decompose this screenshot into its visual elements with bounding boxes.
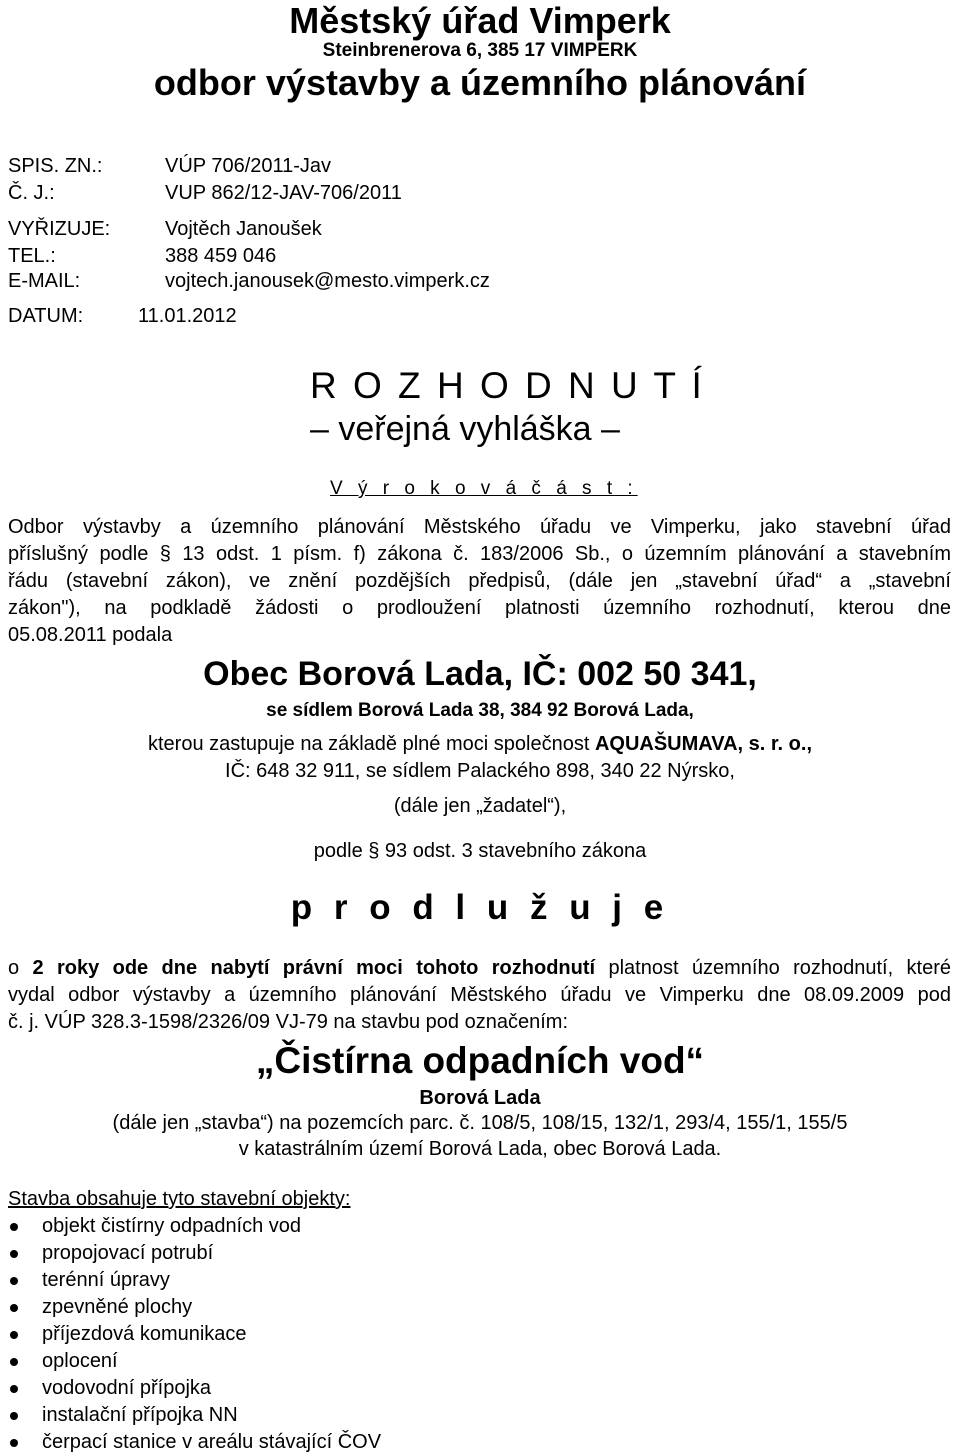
bullet-icon — [10, 1439, 18, 1447]
intro-line-3: řádu (stavební zákon), ve znění pozdějších předpisů, (dále jen „stavební úřad“ a „stavební — [8, 570, 951, 592]
bullet-icon — [10, 1223, 18, 1231]
objects-heading: Stavba obsahuje tyto stavební objekty: — [8, 1188, 351, 1210]
list-item — [8, 1348, 381, 1375]
object-label: zpevněné plochy — [42, 1296, 193, 1318]
list-item — [8, 1240, 381, 1267]
object-label: terénní úpravy — [42, 1269, 170, 1291]
extension-line-1-rest: platnost územního rozhodnutí, které — [595, 957, 951, 979]
applicant-name: Obec Borová Lada, IČ: 002 50 341, — [203, 655, 757, 693]
cj-label: Č. J.: — [8, 182, 55, 204]
applicant-seat: se sídlem Borová Lada 38, 384 92 Borová Lada, — [266, 700, 694, 721]
bullet-icon — [10, 1412, 18, 1420]
bullet-icon — [10, 1277, 18, 1285]
representative-prefix: kterou zastupuje na základě plné moci společnost — [148, 733, 595, 755]
bullet-icon — [10, 1331, 18, 1339]
object-label: instalační přípojka NN — [42, 1404, 238, 1426]
applicant-alias: (dále jen „žadatel“), — [393, 795, 567, 817]
extension-prefix: o — [8, 957, 33, 979]
operative-part-heading: V ý r o k o v á č á s t : — [330, 478, 638, 499]
extension-line-2: vydal odbor výstavby a územního plánování Městského úřadu ve Vimperku dne 08.09.2009 pod — [8, 984, 951, 1006]
list-item — [8, 1375, 381, 1402]
list-item — [8, 1294, 381, 1321]
object-label: propojovací potrubí — [42, 1242, 214, 1264]
bullet-icon — [10, 1385, 18, 1393]
objects-list — [8, 1213, 381, 1455]
intro-line-1: Odbor výstavby a územního plánování Městského úřadu ve Vimperku, jako stavební úřad — [8, 516, 951, 538]
construction-cadastre: v katastrálním území Borová Lada, obec Borová Lada. — [238, 1138, 722, 1160]
intro-line-2: příslušný podle § 13 odst. 1 písm. f) zákona č. 183/2006 Sb., o územním plánování a stavebním — [8, 543, 951, 565]
spis-value: VÚP 706/2011-Jav — [165, 155, 332, 177]
object-label: oplocení — [42, 1350, 118, 1372]
extension-period: 2 roky ode dne nabytí právní moci tohoto rozhodnutí — [32, 957, 596, 979]
office-name: Městský úřad Vimperk — [289, 0, 671, 41]
list-item — [8, 1402, 381, 1429]
construction-location: Borová Lada — [419, 1087, 541, 1109]
vyrizuje-label: VYŘIZUJE: — [8, 218, 111, 240]
decision-subtitle: – veřejná vyhláška – — [310, 410, 620, 448]
construction-parcels: (dále jen „stavba“) na pozemcích parc. č. 108/5, 108/15, 132/1, 293/4, 155/1, 155/5 — [112, 1112, 848, 1134]
intro-paragraph — [8, 514, 951, 649]
object-label: příjezdová komunikace — [42, 1323, 247, 1345]
bullet-icon — [10, 1358, 18, 1366]
tel-label: TEL.: — [8, 245, 56, 267]
object-label: vodovodní přípojka — [42, 1377, 212, 1399]
vyrizuje-value: Vojtěch Janoušek — [165, 218, 322, 240]
list-item — [8, 1429, 381, 1455]
email-label: E-MAIL: — [8, 270, 81, 292]
datum-label: DATUM: — [8, 305, 84, 327]
email-value[interactable]: vojtech.janousek@mesto.vimperk.cz — [165, 270, 490, 292]
extension-line-3: č. j. VÚP 328.3-1598/2326/09 VJ-79 na stavbu pod označením: — [8, 1011, 568, 1033]
representative-details: IČ: 648 32 911, se sídlem Palackého 898, 340 22 Nýrsko, — [225, 760, 735, 782]
datum-value: 11.01.2012 — [138, 305, 237, 327]
bullet-icon — [10, 1250, 18, 1258]
representative-company: AQUAŠUMAVA, s. r. o., — [594, 733, 812, 755]
decision-title: R O Z H O D N U T Í — [310, 365, 705, 406]
cj-value: VUP 862/12-JAV-706/2011 — [165, 182, 402, 204]
tel-value: 388 459 046 — [165, 245, 277, 267]
list-item — [8, 1213, 381, 1240]
list-item — [8, 1321, 381, 1348]
extension-line-1 — [8, 955, 951, 982]
decision-verb: p r o d l u ž u j e — [290, 888, 670, 927]
spis-label: SPIS. ZN.: — [8, 155, 103, 177]
office-address: Steinbrenerova 6, 385 17 VIMPERK — [322, 40, 638, 61]
intro-line-4: zákon"), na podkladě žádosti o prodloužení platnosti územního rozhodnutí, kterou dne — [8, 597, 951, 619]
bullet-icon — [10, 1304, 18, 1312]
object-label: objekt čistírny odpadních vod — [42, 1215, 302, 1237]
construction-title: „Čistírna odpadních vod“ — [255, 1040, 705, 1081]
extension-paragraph — [8, 955, 951, 1036]
object-label: čerpací stanice v areálu stávající ČOV — [42, 1431, 382, 1453]
legal-basis: podle § 93 odst. 3 stavebního zákona — [313, 840, 647, 862]
department-name: odbor výstavby a územního plánování — [153, 62, 807, 103]
representative-line — [0, 733, 960, 756]
list-item — [8, 1267, 381, 1294]
intro-line-5: 05.08.2011 podala — [8, 624, 173, 646]
